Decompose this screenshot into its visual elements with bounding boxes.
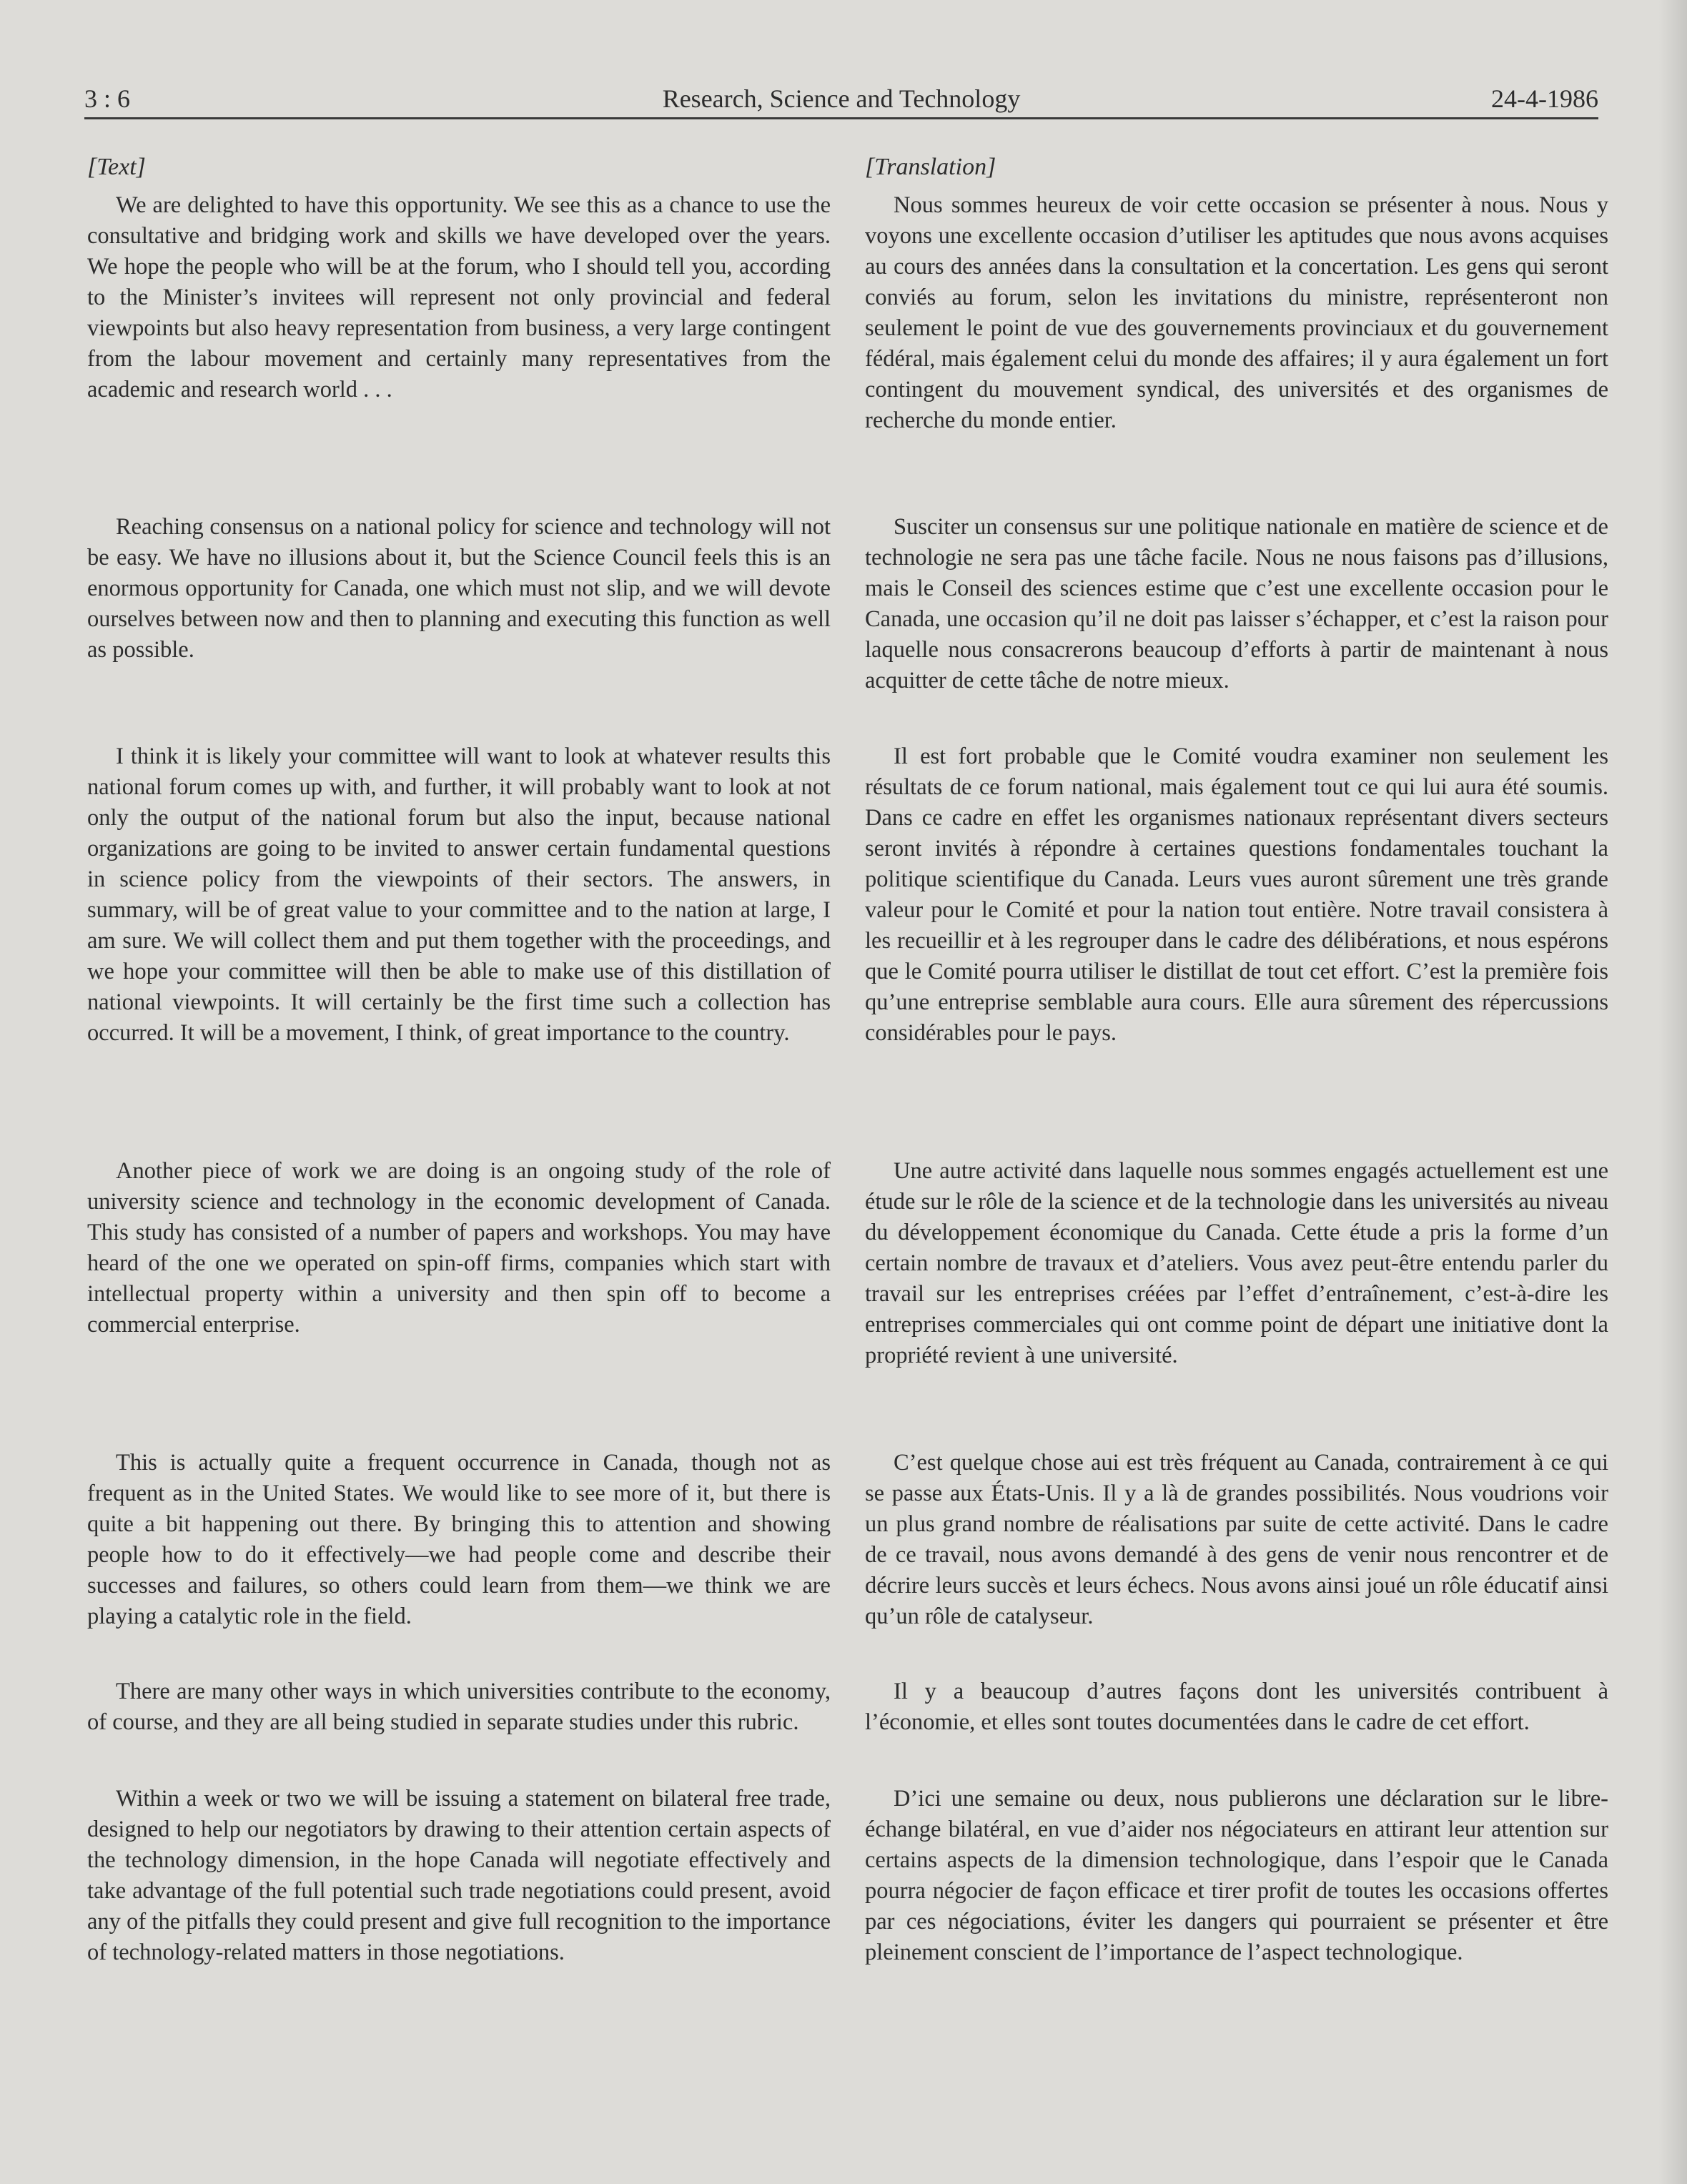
page-header <box>84 80 1598 119</box>
french-paragraph-4: Une autre activité dans laquelle nous sommes engagés actuellement est une étude sur le rôle de la science et de la technologie dans les universités au niveau du développement économique du Canada. Cette étude a pris la forme d’un certain nombre de travaux et d’ateliers. Vous avez peut-être entendu parler du travail sur les entreprises créées par l’effet d’entraînement, c’est-à-dire les entreprises commerciales qui ont comme point de départ une initiative dont la propriété revient à une université. <box>865 1158 1608 1368</box>
text-label: [Text] <box>87 154 146 180</box>
english-paragraph-1: We are delighted to have this opportunity. We see this as a chance to use the consultative and bridging work and skills we have developed over the years. We hope the people who will be at the forum, who I should tell you, according to the Minister’s invitees will represent not only provincial and federal viewpoints but also heavy representation from business, a very large contingent from the labour movement and certainly many representatives from the academic and research world . . . <box>87 192 831 402</box>
header-date: 24-4-1986 <box>1491 84 1598 113</box>
english-paragraph-4: Another piece of work we are doing is an ongoing study of the role of university science and technology in the economic development of Canada. This study has consisted of a number of papers and workshops. You may have heard of the one we operated on spin-off firms, companies which start with intellectual property within a university and then spin off to become a commercial enterprise. <box>87 1158 831 1338</box>
english-paragraph-5: This is actually quite a frequent occurrence in Canada, though not as frequent as in the United States. We would like to see more of it, but there is quite a bit happening out there. By bringing this to attention and showing people how to do it effectively—we had people come and describe their successes and failures, so others could learn from them—we think we are playing a catalytic role in the field. <box>87 1450 831 1629</box>
page-number: 3 : 6 <box>84 84 131 113</box>
english-paragraph-6: There are many other ways in which universities contribute to the economy, of course, and they are all being studied in separate studies under this rubric. <box>87 1679 831 1735</box>
french-paragraph-7: D’ici une semaine ou deux, nous publierons une déclaration sur le libre-échange bilatéral, en vue d’aider nos négociateurs en attirant leur attention sur certains aspects de la dimension technologique, dans l’espoir que le Canada pourra négocier de façon efficace et tirer profit de toutes les occasions offertes par ces négociations, éviter les dangers qui pourraient se présenter et être pleinement conscient de l’importance de l’aspect technologique. <box>865 1786 1608 1965</box>
english-paragraph-7: Within a week or two we will be issuing a statement on bilateral free trade, designed to help our negotiators by drawing to their attention certain aspects of the technology dimension, in the hope Canada will negotiate effectively and take advantage of the full potential such trade negotiations could present, avoid any of the pitfalls they could present and give full recognition to the importance of technology-related matters in those negotiations. <box>87 1786 831 1965</box>
french-paragraph-3: Il est fort probable que le Comité voudra examiner non seulement les résultats de ce forum national, mais également tout ce qui lui aura été soumis. Dans ce cadre en effet les organismes nationaux représentant divers secteurs seront invités à répondre à certaines questions fondamentales touchant la politique scientifique du Canada. Leurs vues auront sûrement une très grande valeur pour le Comité et pour la nation tout entière. Notre travail consistera à les recueillir et à les regrouper dans le cadre des délibérations, et nous espérons que le Comité pourra utiliser le distillat de tout cet effort. C’est la première fois qu’une entreprise semblable aura cours. Elle aura sûrement des répercussions considérables pour le pays. <box>865 743 1608 1046</box>
english-paragraph-2: Reaching consensus on a national policy for science and technology will not be easy. We have no illusions about it, but the Science Council feels this is an enormous opportunity for Canada, one which must not slip, and we will devote ourselves between now and then to planning and executing this function as well as possible. <box>87 514 831 663</box>
translation-label: [Translation] <box>865 154 996 180</box>
french-paragraph-6: Il y a beaucoup d’autres façons dont les universités contribuent à l’économie, et elles sont toutes documentées dans le cadre de cet effort. <box>865 1679 1608 1735</box>
english-paragraph-3: I think it is likely your committee will want to look at whatever results this national forum comes up with, and further, it will probably want to look at not only the output of the national forum but also the input, because national organizations are going to be invited to answer certain fundamental questions in science policy from the viewpoints of their sectors. The answers, in summary, will be of great value to your committee and to the nation at large, I am sure. We will collect them and put them together with the proceedings, and we hope your committee will then be able to make use of this distillation of national viewpoints. It will certainly be the first time such a collection has occurred. It will be a movement, I think, of great importance to the country. <box>87 743 831 1046</box>
french-paragraph-1: Nous sommes heureux de voir cette occasion se présenter à nous. Nous y voyons une excellente occasion d’utiliser les aptitudes que nous avons acquises au cours des années dans la consultation et la concertation. Les gens qui seront conviés au forum, selon les invitations du ministre, représenteront non seulement le point de vue des gouvernements provinciaux et du gouvernement fédéral, mais également celui du monde des affaires; il y aura également un fort contingent du mouvement syndical, des universités et des organismes de recherche du monde entier. <box>865 192 1608 433</box>
running-title: Research, Science and Technology <box>662 84 1021 113</box>
french-paragraph-5: C’est quelque chose aui est très fréquent au Canada, contrairement à ce qui se passe aux États-Unis. Il y a là de grandes possibilités. Nous voudrions voir un plus grand nombre de réalisations par suite de cette activité. Dans le cadre de ce travail, nous avons demandé à des gens de venir nous rencontrer et de décrire leurs succès et leurs échecs. Nous avons ainsi joué un rôle éducatif ainsi qu’un rôle de catalyseur. <box>865 1450 1608 1629</box>
page-edge-shadow <box>1658 0 1687 2184</box>
french-paragraph-2: Susciter un consensus sur une politique nationale en matière de science et de technologie ne sera pas une tâche facile. Nous ne nous faisons pas d’illusions, mais le Conseil des sciences estime que c’est une excellente occasion pour le Canada, une occasion qu’il ne doit pas laisser s’échapper, et c’est la raison pour laquelle nous consacrerons beaucoup d’efforts à partir de maintenant à nous acquitter de cette tâche de notre mieux. <box>865 514 1608 693</box>
